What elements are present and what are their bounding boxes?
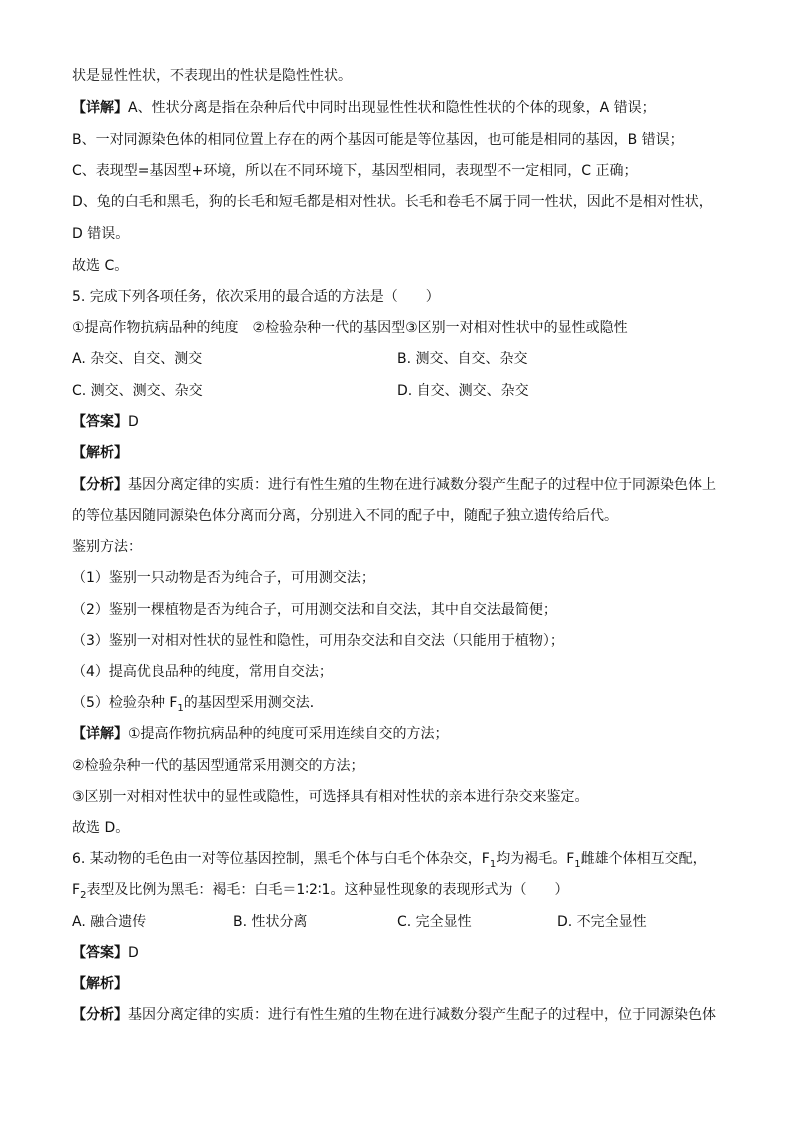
detail-tag: 【详解】 [72,100,128,116]
analysis-heading [72,974,732,994]
q6-option-d [557,912,647,932]
text-line [72,568,732,588]
text-line [72,787,732,807]
q5-option-b [397,349,528,369]
text-line [72,537,732,557]
subscript: 1 [489,858,497,870]
text-line [72,662,732,682]
line-text: 故选 D。 [72,820,130,836]
q5-option-c [72,381,203,401]
line-text: C、表现型=基因型+环境，所以在不同环境下，基因型相同，表现型不一定相同，C 正确； [72,163,638,179]
answer-line [72,943,732,963]
detail-line [72,724,732,744]
line-text: B、一对同源染色体的相同位置上存在的两个基因可能是等位基因，也可能是相同的基因，B 错误； [72,132,684,148]
analysis-sub-tag: 【分析】 [72,477,128,493]
option-text: C. 完全显性 [397,914,472,930]
line-text: 故选 C。 [72,258,129,274]
line-text: （2）鉴别一棵植物是否为纯合子，可用测交法和自交法，其中自交法最简便； [72,602,557,618]
text-line [72,600,732,620]
line-text: （1）鉴别一只动物是否为纯合子，可用测交法； [72,570,375,586]
line-text: ③区别一对相对性状中的显性或隐性，可选择具有相对性状的亲本进行杂交来鉴定。 [72,789,589,805]
detail-tag: 【详解】 [72,726,128,742]
q6-option-a [72,912,146,932]
answer-value: D [128,945,139,961]
text-line [72,192,732,212]
line-text: 均为褐毛。F [496,851,575,867]
line-text: （4）提高优良品种的纯度，常用自交法； [72,664,333,680]
answer-line [72,412,732,432]
text-line [72,818,732,838]
analysis-line [72,1005,732,1025]
text-line [72,224,732,244]
line-text: 5. 完成下列各项任务，依次采用的最合适的方法是（ ） [72,289,440,305]
line-text: 表型及比例为黑毛：褐毛：白毛＝1∶2∶1。这种显性现象的表现形式为（ ） [86,882,569,898]
text-line [72,693,732,719]
question-5-items [72,318,732,338]
q6-option-c [397,912,472,932]
line-text: 基因分离定律的实质：进行有性生殖的生物在进行减数分裂产生配子的过程中位于同源染色体上 [128,477,716,493]
option-text: C. 测交、测交、杂交 [72,383,203,399]
line-text: 6. 某动物的毛色由一对等位基因控制，黑毛个体与白毛个体杂交，F [72,851,490,867]
line-text: （5）检验杂种 F [72,695,178,711]
line-text: D、兔的白毛和黑毛，狗的长毛和短毛都是相对性状。长毛和卷毛不属于同一性状，因此不是相对性状， [72,194,713,210]
line-text: F [72,882,81,898]
subscript: 1 [574,858,581,870]
analysis-sub-tag: 【分析】 [72,1007,128,1023]
analysis-tag: 【解析】 [72,976,128,992]
option-text: D. 不完全显性 [557,914,647,930]
text-line [72,161,732,181]
question-5-stem [72,287,732,307]
text-line [72,756,732,776]
line-text: ①提高作物抗病品种的纯度 ②检验杂种一代的基因型③区别一对相对性状中的显性或隐性 [72,320,628,336]
answer-tag: 【答案】 [72,945,128,961]
option-text: B. 测交、自交、杂交 [397,351,528,367]
line-text: 的等位基因随同源染色体分离而分离，分别进入不同的配子中，随配子独立遗传给后代。 [72,508,618,524]
question-6-stem [72,849,732,875]
option-text: B. 性状分离 [233,914,308,930]
analysis-heading [72,443,732,463]
q5-option-a [72,349,202,369]
subscript: 2 [80,889,87,901]
text-line [72,66,732,86]
text-line [72,631,732,651]
question-6-stem-cont [72,880,732,906]
analysis-line [72,475,732,495]
line-text: 鉴别方法： [72,539,142,555]
detail-line [72,98,732,118]
text-line [72,130,732,150]
line-text: A、性状分离是指在杂种后代中同时出现显性性状和隐性性状的个体的现象，A 错误； [128,100,656,116]
option-text: A. 杂交、自交、测交 [72,351,203,367]
q5-option-d [397,381,529,401]
option-text: D. 自交、测交、杂交 [397,383,529,399]
line-text: （3）鉴别一对相对性状的显性和隐性，可用杂交法和自交法（只能用于植物）； [72,633,564,649]
line-text: 基因分离定律的实质：进行有性生殖的生物在进行减数分裂产生配子的过程中，位于同源染色体 [128,1007,716,1023]
text-line [72,506,732,526]
line-text: D 错误。 [72,226,130,242]
subscript: 1 [177,702,184,714]
line-text: 的基因型采用测交法． [183,695,324,711]
text-line [72,256,732,276]
option-text: A. 融合遗传 [72,914,147,930]
analysis-tag: 【解析】 [72,445,128,461]
line-text: 雌雄个体相互交配， [580,851,707,867]
line-text: 状是显性性状，不表现出的性状是隐性性状。 [72,68,352,84]
q6-option-b [233,912,308,932]
answer-tag: 【答案】 [72,414,128,430]
answer-value: D [128,414,139,430]
line-text: ②检验杂种一代的基因型通常采用测交的方法； [72,758,365,774]
line-text: ①提高作物抗病品种的纯度可采用连续自交的方法； [128,726,449,742]
